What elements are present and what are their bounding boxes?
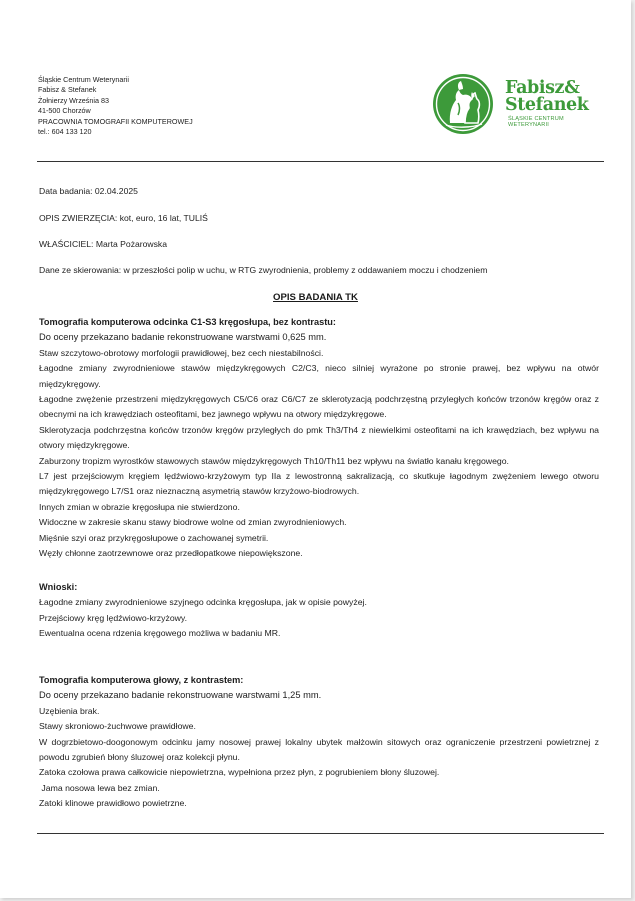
finding-paragraph: Węzły chłonne zaotrzewnowe oraz przedłopatkowe niepowiększone. — [39, 548, 303, 559]
logo-subtitle — [508, 116, 564, 129]
finding-paragraph: Łagodne zmiany zwyrodnieniowe stawów międzykręgowych C2/C3, nieco silniej wyrażone po stronie prawej, bez wpływu na otwór międzykręgowy. — [39, 363, 599, 389]
address-line: tel.: 604 133 120 — [38, 127, 92, 137]
logo-name-line: Stefanek — [505, 95, 589, 115]
section-intro: Do oceny przekazano badanie rekonstruowane warstwami 0,625 mm. — [39, 332, 327, 343]
address-line: 41-500 Chorzów — [38, 106, 91, 116]
logo-name — [505, 80, 589, 114]
address-line: Żołnierzy Września 83 — [38, 95, 109, 105]
referral-info: Dane ze skierowania: w przeszłości polip w uchu, w RTG zwyrodnienia, problemy z oddawaniem moczu i chodzeniem — [39, 265, 488, 275]
report-title: OPIS BADANIA TK — [273, 292, 358, 303]
finding-paragraph: Zaburzony tropizm wyrostków stawowych stawów międzykręgowych Th10/Th11 bez wpływu na światło kanału kręgowego. — [39, 455, 509, 466]
conclusions-section — [39, 580, 599, 642]
address-line: Śląskie Centrum Weterynarii — [38, 75, 129, 84]
logo-subtitle-line: WETERYNARII — [508, 122, 549, 129]
finding-paragraph: Zatoki klinowe prawidłowo powietrzne. — [39, 798, 187, 809]
address-line: PRACOWNIA TOMOGRAFII KOMPUTEROWEJ — [38, 116, 193, 126]
head-ct-section — [39, 673, 599, 812]
finding-paragraph: Innych zmian w obrazie kręgosłupa nie stwierdzono. — [39, 501, 240, 512]
clinic-logo — [432, 73, 602, 135]
logo-subtitle-line: ŚLĄSKIE CENTRUM — [508, 116, 564, 122]
conclusion-item: Ewentualna ocena rdzenia kręgowego możliwa w badaniu MR. — [39, 628, 281, 639]
finding-paragraph: Jama nosowa lewa bez zmian. — [39, 782, 160, 793]
logo-name-line: Fabisz& — [505, 78, 580, 98]
finding-paragraph: Staw szczytowo-obrotowy morfologii prawidłowej, bez cech niestabilności. — [39, 347, 324, 358]
exam-date: Data badania: 02.04.2025 — [39, 186, 138, 196]
finding-paragraph: Mięśnie szyi oraz przykręgosłupowe o zachowanej symetrii. — [39, 532, 269, 543]
finding-paragraph: W dogrzbietowo-doogonowym odcinku jamy nosowej prawej lokalny ubytek małżowin sitowych oraz ograniczenie przestrzeni powietrznej z powodu zgrubień błony śluzowej oraz kolekcji płynu. — [39, 736, 599, 763]
conclusion-item: Łagodne zmiany zwyrodnieniowe szyjnego odcinka kręgosłupa, jak w opisie powyżej. — [39, 597, 367, 608]
logo-emblem-icon — [432, 73, 496, 137]
address-line: Fabisz & Stefanek — [38, 85, 97, 95]
finding-paragraph: Widoczne w zakresie skanu stawy biodrowe wolne od zmian zwyrodnieniowych. — [39, 517, 347, 528]
conclusion-item: Przejściowy kręg lędźwiowo-krzyżowy. — [39, 612, 188, 623]
spine-ct-section — [39, 315, 599, 562]
finding-paragraph: Uzębienia brak. — [39, 705, 100, 716]
patient-description: OPIS ZWIERZĘCIA: kot, euro, 16 lat, TULIŚ — [39, 213, 208, 223]
owner-name: WŁAŚCICIEL: Marta Pożarowska — [39, 239, 167, 249]
footer-divider — [37, 833, 604, 834]
finding-paragraph: Łagodne zwężenie przestrzeni międzykręgowych C5/C6 oraz C6/C7 ze sklerotyzacją podchrzęstną przyległych końców trzonów kręgów oraz z obecnymi na ich krawędziach osteofitami, bez jawnego wpływu na otwory międzykręgowe. — [39, 394, 599, 420]
finding-paragraph: Stawy skroniowo-żuchwowe prawidłowe. — [39, 721, 196, 732]
section-heading: Tomografia komputerowa głowy, z kontrastem: — [39, 675, 244, 685]
section-heading: Wnioski: — [39, 582, 78, 592]
finding-paragraph: Zatoka czołowa prawa całkowicie niepowietrzna, wypełniona przez płyn, z pogrubieniem błony śluzowej. — [39, 767, 440, 778]
section-heading: Tomografia komputerowa odcinka C1-S3 kręgosłupa, bez kontrastu: — [39, 317, 336, 327]
finding-paragraph: L7 jest przejściowym kręgiem lędźwiowo-krzyżowym typ IIa z lewostronną sakralizacją, co skutkuje łagodnym zwężeniem lewego otworu międzykręgowego L7/S1 oraz nieznaczną asymetrią stawów krzyżowo-biodrowych. — [39, 471, 599, 497]
clinic-address — [38, 75, 193, 137]
section-intro: Do oceny przekazano badanie rekonstruowane warstwami 1,25 mm. — [39, 690, 322, 701]
header-divider — [37, 161, 604, 162]
finding-paragraph: Sklerotyzacja podchrzęstna końców trzonów kręgów przyległych do pmk Th3/Th4 z niewielkimi osteofitami na ich krawędziach, bez wpływu na otwory międzykręgowe. — [39, 424, 599, 451]
